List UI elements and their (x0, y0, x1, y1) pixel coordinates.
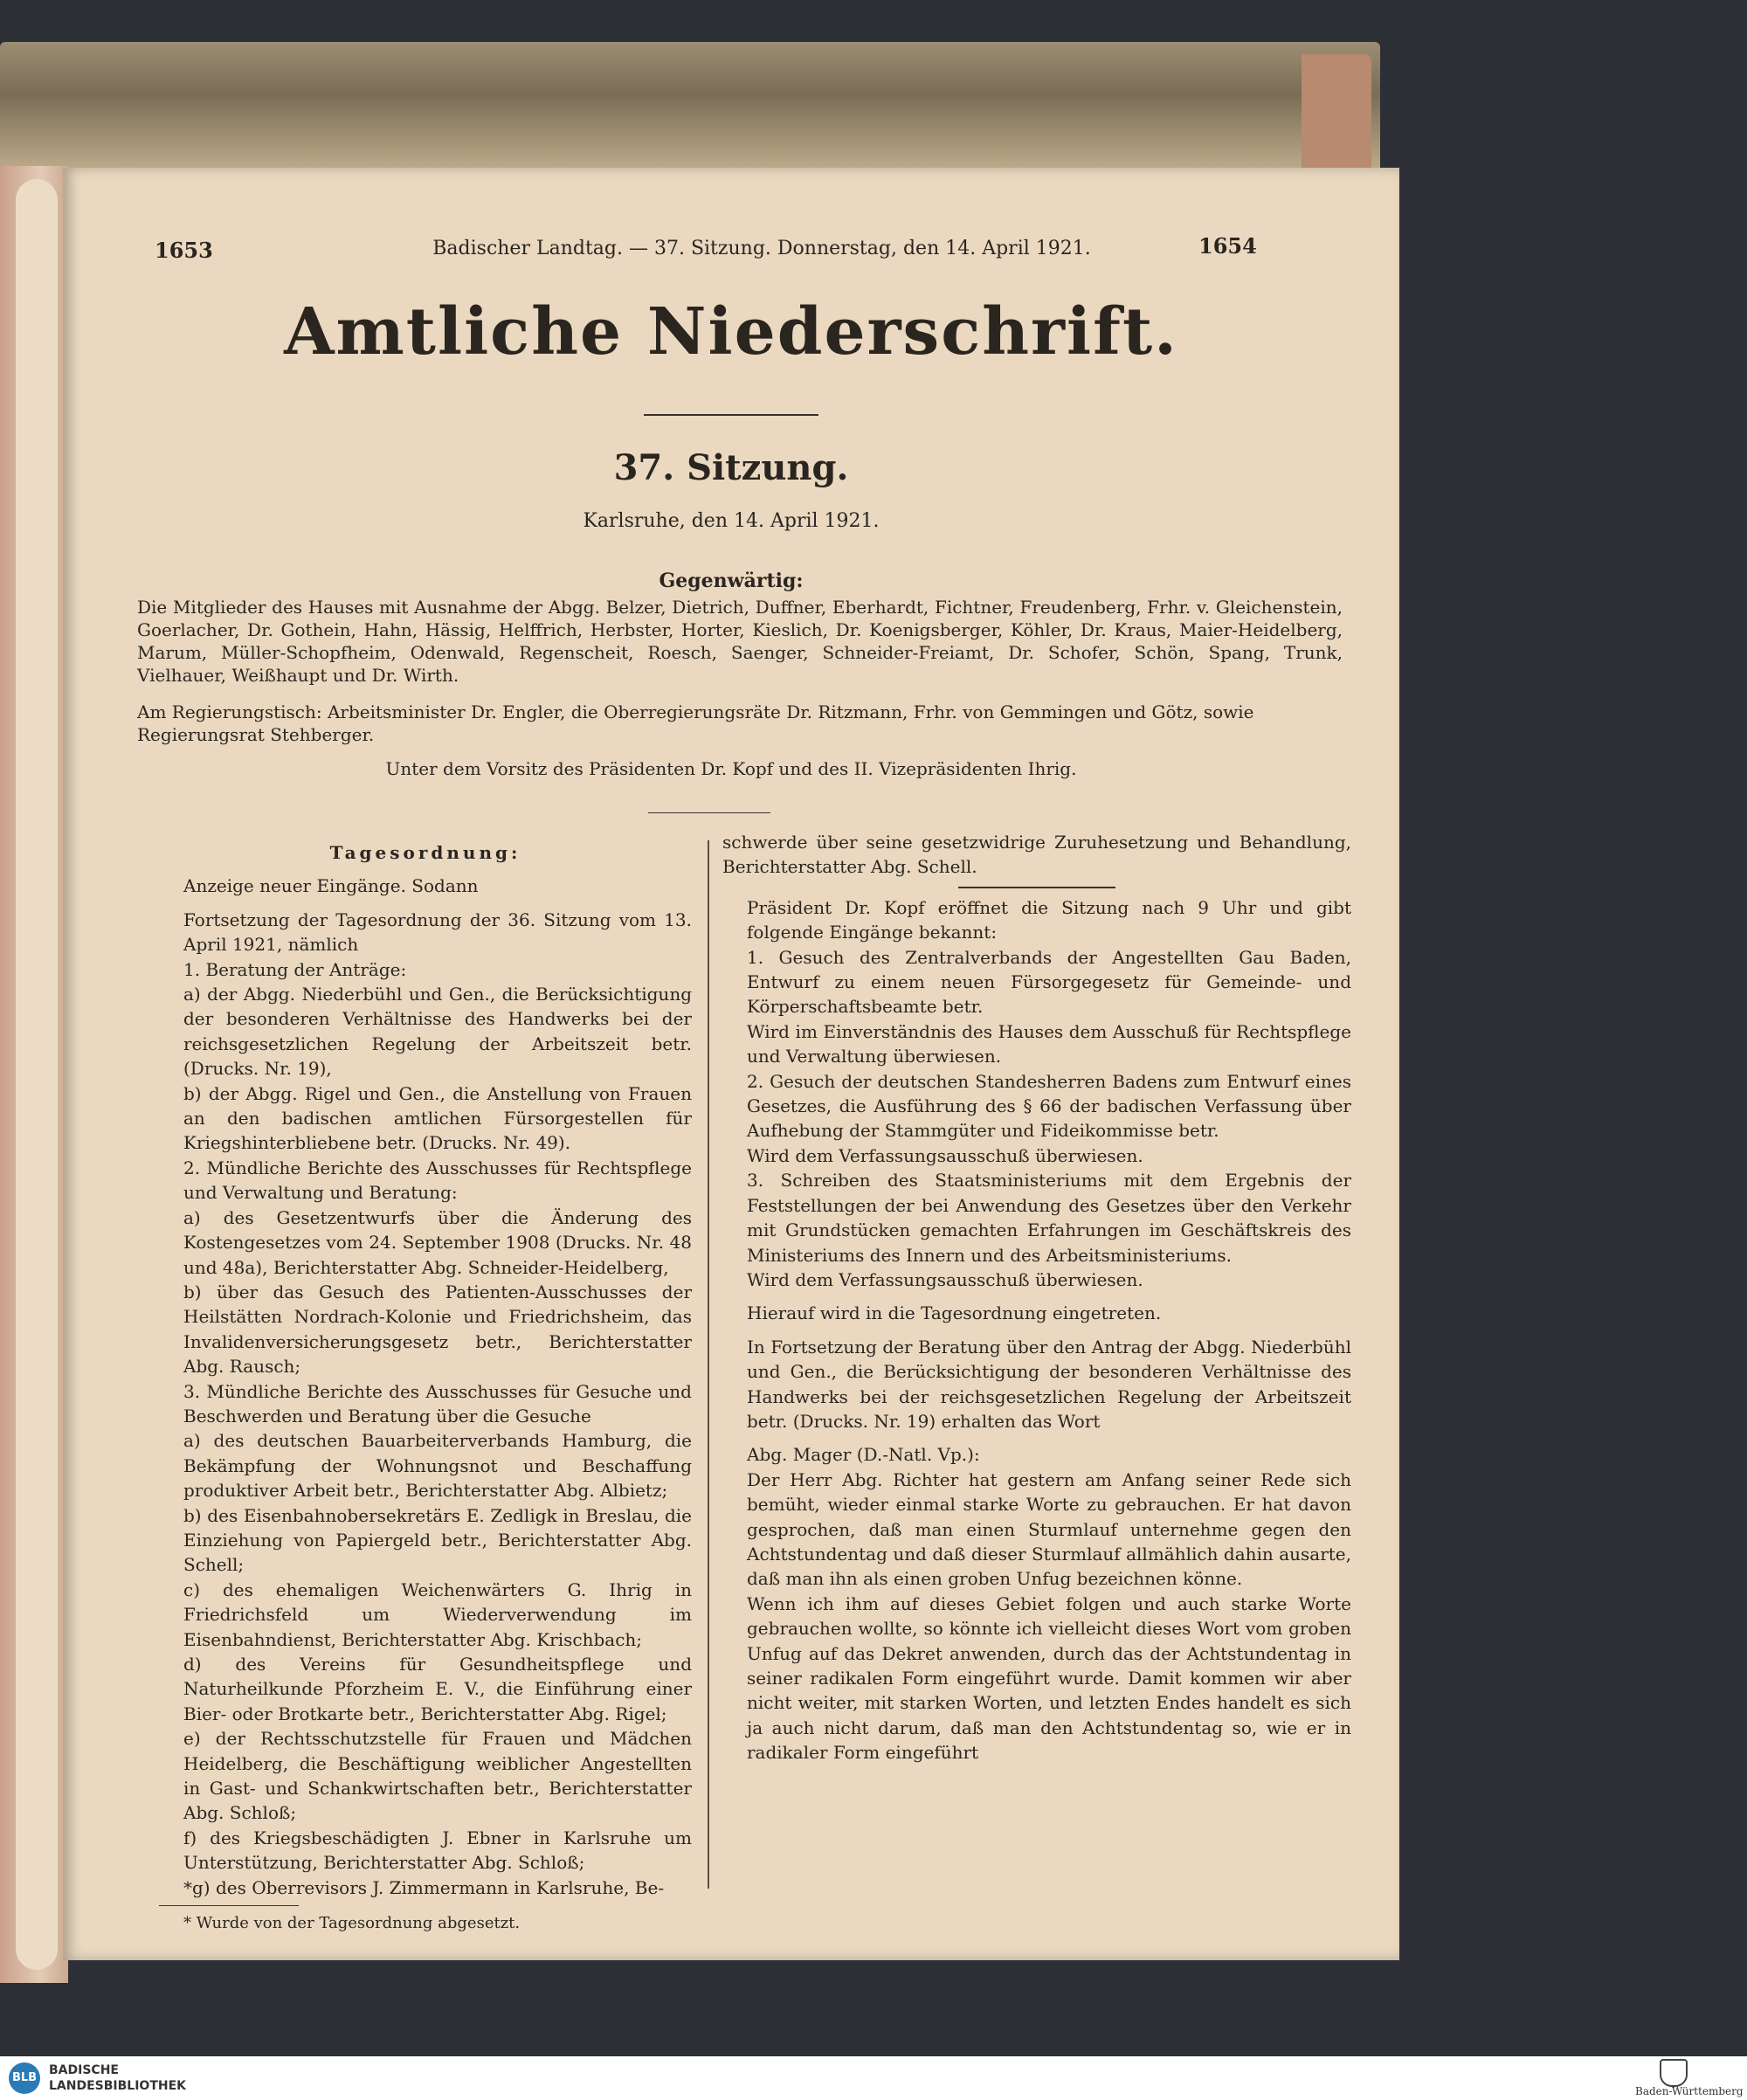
agenda-item: b) des Eisenbahnobersekretärs E. Zedligk in Breslau, die Einziehung von Papiergeld betr., Berichterstatter Abg. Schell; (183, 1504, 692, 1576)
session-title: 37. Sitzung. (613, 447, 849, 488)
agenda-item: *g) des Oberrevisors J. Zimmermann in Karlsruhe, Be- (183, 1876, 665, 1898)
present-members-text: Die Mitglieder des Hauses mit Ausnahme der Abgg. Belzer, Dietrich, Duffner, Eberhardt, Fichtner, Freudenberg, Frhr. v. Gleichenstein, Goerlacher, Dr. Gothein, Hahn, Hässig, Helffrich, Herbster, Horter, Kieslich, Dr. Koenigsberger, Köhler, Dr. Kraus, Maier-Heidelberg, Marum, Müller-Schopfheim, Odenwald, Regenscheit, Roesch, Saenger, Schneider-Freiamt, Dr. Schofer, Schön, Spang, Trunk, Vielhauer, Weißhaupt und Dr. Wirth. (137, 597, 1343, 686)
text-paragraph: Wenn ich ihm auf dieses Gebiet folgen und auch starke Worte gebrauchen wollte, so könnte ich vielleicht dieses Wort vom groben Unfug auf das Dekret anwenden, durch das der Achtstundentag in seiner radikalen Form eingeführt wurde. Damit kommen wir aber nicht weiter, mit starken Worten, und letzten Endes handelt es sich ja auch nicht darum, daß man den Achtstundentag so, wie er in radikaler Form eingeführt (747, 1592, 1351, 1764)
footnote-rule (159, 1905, 299, 1906)
header-separator (648, 812, 770, 813)
library-name-line1: BADISCHE (49, 2063, 119, 2077)
footer-bar (0, 2056, 1747, 2100)
text-paragraph: In Fortsetzung der Beratung über den Antrag der Abgg. Niederbühl und Gen., die Berücksichtigung der besonderen Verhältnisse des Handwerks bei der reichsgesetzlichen Regelung der Arbeitszeit betr. (Drucks. Nr. 19) erhalten das Wort (747, 1336, 1351, 1432)
state-crest-icon (1660, 2059, 1688, 2087)
place-date: Karlsruhe, den 14. April 1921. (583, 510, 880, 532)
book-top-edge (0, 42, 1380, 173)
agenda-item: e) der Rechtsschutzstelle für Frauen und Mädchen Heidelberg, die Beschäftigung weiblicher Angestellten in Gast- und Schankwirtschaften betr., Berichterstatter Abg. Schloß; (183, 1728, 692, 1824)
agenda-heading: Tagesordnung: (329, 842, 521, 863)
document-title: Amtliche Niederschrift. (284, 294, 1178, 370)
text-paragraph: Präsident Dr. Kopf eröffnet die Sitzung nach 9 Uhr und gibt folgende Eingänge bekannt: (747, 896, 1351, 943)
paragraph-rule (958, 887, 1115, 888)
text-paragraph: 3. Schreiben des Staatsministeriums mit dem Ergebnis der Feststellungen der bei Anwendung des Gesetzes über den Verkehr mit Grundstücken gemachten Erfahrungen im Geschäftskreis des Ministeriums des Innern und des Arbeitsministeriums. (747, 1170, 1351, 1266)
state-name: Baden-Württemberg (1635, 2085, 1744, 2097)
text-paragraph: schwerde über seine gesetzwidrige Zuruhesetzung und Behandlung, Berichterstatter Abg. Schell. (722, 832, 1351, 878)
page-number-right: 1654 (1198, 233, 1257, 259)
text-paragraph: Wird dem Verfassungsausschuß überwiesen. (747, 1268, 1143, 1290)
agenda-item: f) des Kriegsbeschädigten J. Ebner in Karlsruhe um Unterstützung, Berichterstatter Abg. Schloß; (183, 1827, 692, 1874)
text-paragraph: Wird im Einverständnis des Hauses dem Ausschuß für Rechtspflege und Verwaltung überwiesen. (747, 1020, 1351, 1067)
library-name (49, 2062, 186, 2094)
agenda-item: b) über das Gesuch des Patienten-Ausschusses der Heilstätten Nordrach-Kolonie und Friedrichsheim, das Invalidenversicherungsgesetz betr., Berichterstatter Abg. Rausch; (183, 1281, 692, 1378)
text-paragraph: 1. Gesuch des Zentralverbands der Angestellten Gau Baden, Entwurf zu einem neuen Fürsorgegesetz für Gemeinde- und Körperschaftsbeamte betr. (747, 946, 1351, 1018)
book-spine (1302, 54, 1371, 168)
agenda-item: a) des deutschen Bauarbeiterverbands Hamburg, die Bekämpfung der Wohnungsnot und Beschaffung produktiver Arbeit betr., Berichterstatter Abg. Albietz; (183, 1430, 692, 1502)
right-column (722, 830, 1351, 1765)
agenda-line: 1. Beratung der Anträge: (183, 958, 407, 980)
presidency-text: Unter dem Vorsitz des Präsidenten Dr. Kopf und des II. Vizepräsidenten Ihrig. (385, 758, 1077, 779)
agenda-item: d) des Vereins für Gesundheitspflege und Naturheilkunde Pforzheim E. V., die Einführung einer Bier- oder Brotkarte betr., Berichterstatter Abg. Rigel; (183, 1654, 692, 1724)
left-column (159, 840, 692, 1936)
page-number-left: 1653 (155, 238, 213, 263)
left-page-curl (16, 179, 58, 1970)
agenda-line: Fortsetzung der Tagesordnung der 36. Sitzung vom 13. April 1921, nämlich (183, 908, 692, 956)
footnote: * Wurde von der Tagesordnung abgesetzt. (183, 1914, 521, 1933)
running-head: Badischer Landtag. — 37. Sitzung. Donnerstag, den 14. April 1921. (432, 238, 1091, 259)
agenda-line: 3. Mündliche Berichte des Ausschusses für Gesuche und Beschwerden und Beratung über die Gesuche (183, 1380, 692, 1426)
agenda-line: 2. Mündliche Berichte des Ausschusses für Rechtspflege und Verwaltung und Beratung: (183, 1157, 692, 1204)
present-heading: Gegenwärtig: (659, 570, 804, 592)
library-name-line2: LANDESBIBLIOTHEK (49, 2079, 187, 2093)
column-divider (708, 840, 709, 1889)
text-paragraph: Der Herr Abg. Richter hat gestern am Anfang seiner Rede sich bemüht, wieder einmal starke Worte zu gebrauchen. Er hat davon gesprochen, daß man einen Sturmlauf unternehme gegen den Achtstundentag und daß dieser Sturmlauf allmählich dahin ausarte, daß man ihn als einen groben Unfug bezeichnen könne. (747, 1468, 1351, 1590)
document-page (63, 168, 1399, 1960)
text-paragraph: Wird dem Verfassungsausschuß überwiesen. (747, 1144, 1143, 1166)
agenda-item: c) des ehemaligen Weichenwärters G. Ihrig in Friedrichsfeld um Wiederverwendung im Eisenbahndienst, Berichterstatter Abg. Krischbach; (183, 1578, 692, 1650)
speaker-line: Abg. Mager (D.-Natl. Vp.): (747, 1444, 980, 1466)
text-paragraph: 2. Gesuch der deutschen Standesherren Badens zum Entwurf eines Gesetzes, die Ausführung des § 66 der badischen Verfassung über Aufhebung der Stammgüter und Fideikommisse betr. (747, 1070, 1351, 1142)
government-table-text: Am Regierungstisch: Arbeitsminister Dr. Engler, die Oberregierungsräte Dr. Ritzmann, Frhr. von Gemmingen und Götz, sowie Regierungsrat Stehberger. (137, 701, 1254, 745)
agenda-item: a) der Abgg. Niederbühl und Gen., die Berücksichtigung der besonderen Verhältnisse des Handwerks bei der reichsgesetzlichen Regelung der Arbeitszeit betr. (Drucks. Nr. 19), (183, 984, 692, 1080)
agenda-line: Anzeige neuer Eingänge. Sodann (183, 875, 479, 897)
agenda-item: b) der Abgg. Rigel und Gen., die Anstellung von Frauen an den badischen amtlichen Fürsorgestellen für Kriegshinterbliebene betr. (Drucks. Nr. 49). (183, 1082, 692, 1154)
agenda-item: a) des Gesetzentwurfs über die Änderung des Kostengesetzes vom 24. September 1908 (Drucks. Nr. 48 und 48a), Berichterstatter Abg. Schneider-Heidelberg, (183, 1206, 692, 1278)
title-rule (644, 414, 818, 416)
text-paragraph: Hierauf wird in die Tagesordnung eingetreten. (747, 1302, 1162, 1324)
blb-logo: BLB (9, 2062, 40, 2094)
